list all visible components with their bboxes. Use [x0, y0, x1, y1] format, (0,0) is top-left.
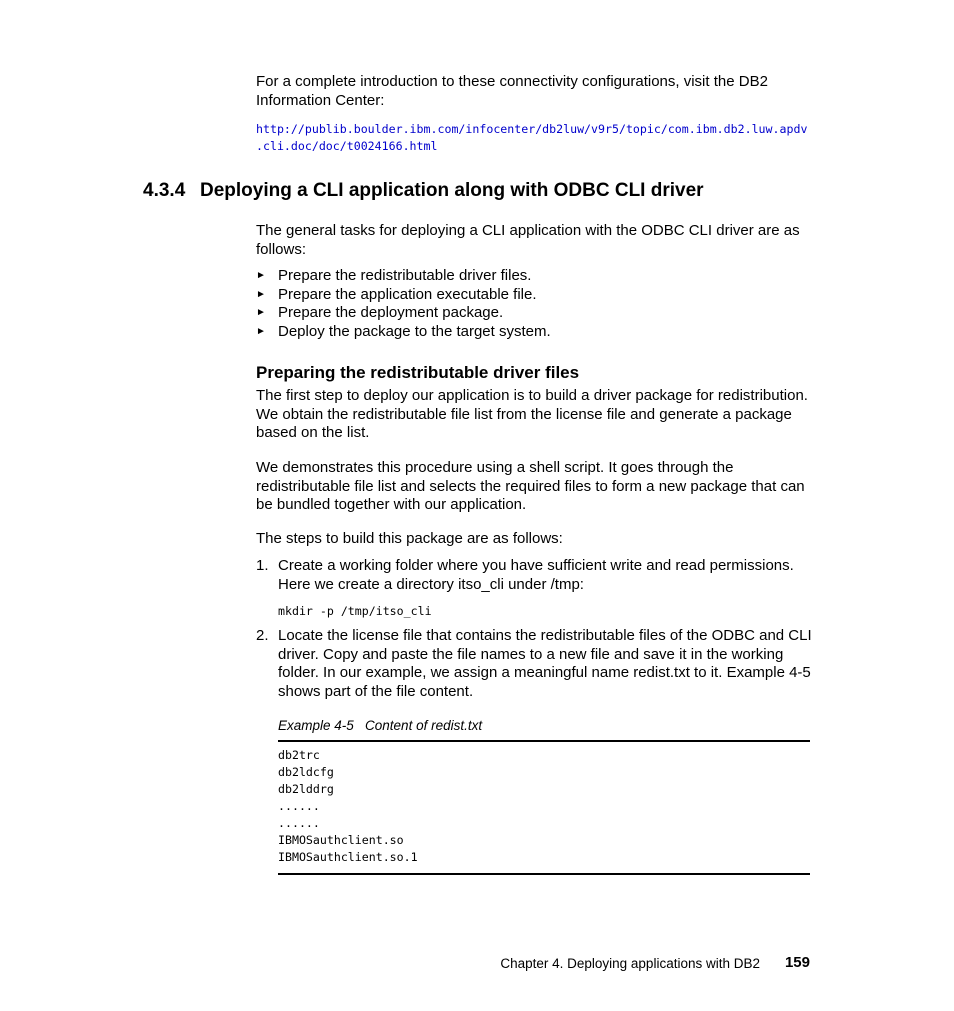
- code-line: IBMOSauthclient.so: [278, 833, 404, 847]
- page-number: 159: [784, 954, 810, 971]
- code-line: db2ldcfg: [278, 765, 334, 779]
- bullet-arrow-icon: ►: [256, 270, 266, 281]
- paragraph: The first step to deploy our application is to build a driver package for redistribution. We obtain the redistributable file list from the license file and generate a package based on the list.: [256, 387, 808, 441]
- url-line-2[interactable]: .cli.doc/doc/t0024166.html: [256, 139, 438, 153]
- footer-chapter-title: Chapter 4. Deploying applications with DB2: [500, 956, 760, 971]
- list-item-text: Prepare the deployment package.: [278, 304, 504, 322]
- page-footer: [490, 954, 810, 974]
- example-code-lines: [278, 747, 418, 866]
- list-item-text: Prepare the redistributable driver files.: [278, 267, 532, 284]
- code-line: ......: [278, 816, 320, 830]
- tasks-intro-paragraph: The general tasks for deploying a CLI application with the ODBC CLI driver are as follows:: [256, 222, 800, 258]
- step-item: [256, 557, 816, 594]
- section-number: 4.3.4: [143, 180, 186, 201]
- list-item: [256, 286, 816, 305]
- list-item-text: Deploy the package to the target system.: [278, 323, 551, 341]
- information-center-link[interactable]: [256, 121, 816, 155]
- bullet-arrow-icon: ►: [256, 288, 266, 300]
- example-code-box: [278, 740, 810, 875]
- list-item: [256, 267, 816, 286]
- url-line-1[interactable]: http://publib.boulder.ibm.com/infocenter/db2luw/v9r5/topic/com.ibm.db2.luw.apdv: [256, 122, 808, 136]
- list-item: [256, 323, 816, 342]
- paragraph: The steps to build this package are as follows:: [256, 530, 563, 547]
- step-text: Locate the license file that contains the redistributable files of the ODBC and CLI driver. Copy and paste the file names to a new file and save it in the working folder. In our example, we assign a meaningful name redist.txt to it. Example 4-5 shows part of the file content.: [278, 627, 812, 700]
- code-snippet: mkdir -p /tmp/itso_cli: [278, 604, 432, 618]
- code-line: db2lddrg: [278, 782, 334, 796]
- list-item-text: Prepare the application executable file.: [278, 285, 537, 303]
- code-line: db2trc: [278, 748, 320, 762]
- list-item: [256, 304, 816, 323]
- section-heading: [143, 180, 704, 202]
- code-line: IBMOSauthclient.so.1: [278, 850, 418, 864]
- step-number: 1.: [256, 557, 269, 574]
- example-caption: Example 4-5 Content of redist.txt: [278, 718, 483, 733]
- step-text: Create a working folder where you have sufficient write and read permissions. Here we create a directory itso_cli under /tmp:: [278, 557, 794, 593]
- paragraph: We demonstrates this procedure using a shell script. It goes through the redistributable file list and selects the required files to form a new package that can be bundled together with our application.: [256, 459, 805, 513]
- step-number: 2.: [256, 627, 269, 644]
- task-list: [256, 267, 816, 342]
- bullet-arrow-icon: ►: [256, 326, 266, 338]
- bullet-arrow-icon: ►: [256, 307, 266, 319]
- subsection-heading: Preparing the redistributable driver files: [256, 363, 580, 382]
- code-line: ......: [278, 799, 320, 813]
- step-item: [256, 627, 816, 701]
- intro-paragraph: For a complete introduction to these connectivity configurations, visit the DB2 Information Center:: [256, 73, 768, 109]
- section-title: Deploying a CLI application along with ODBC CLI driver: [200, 180, 704, 201]
